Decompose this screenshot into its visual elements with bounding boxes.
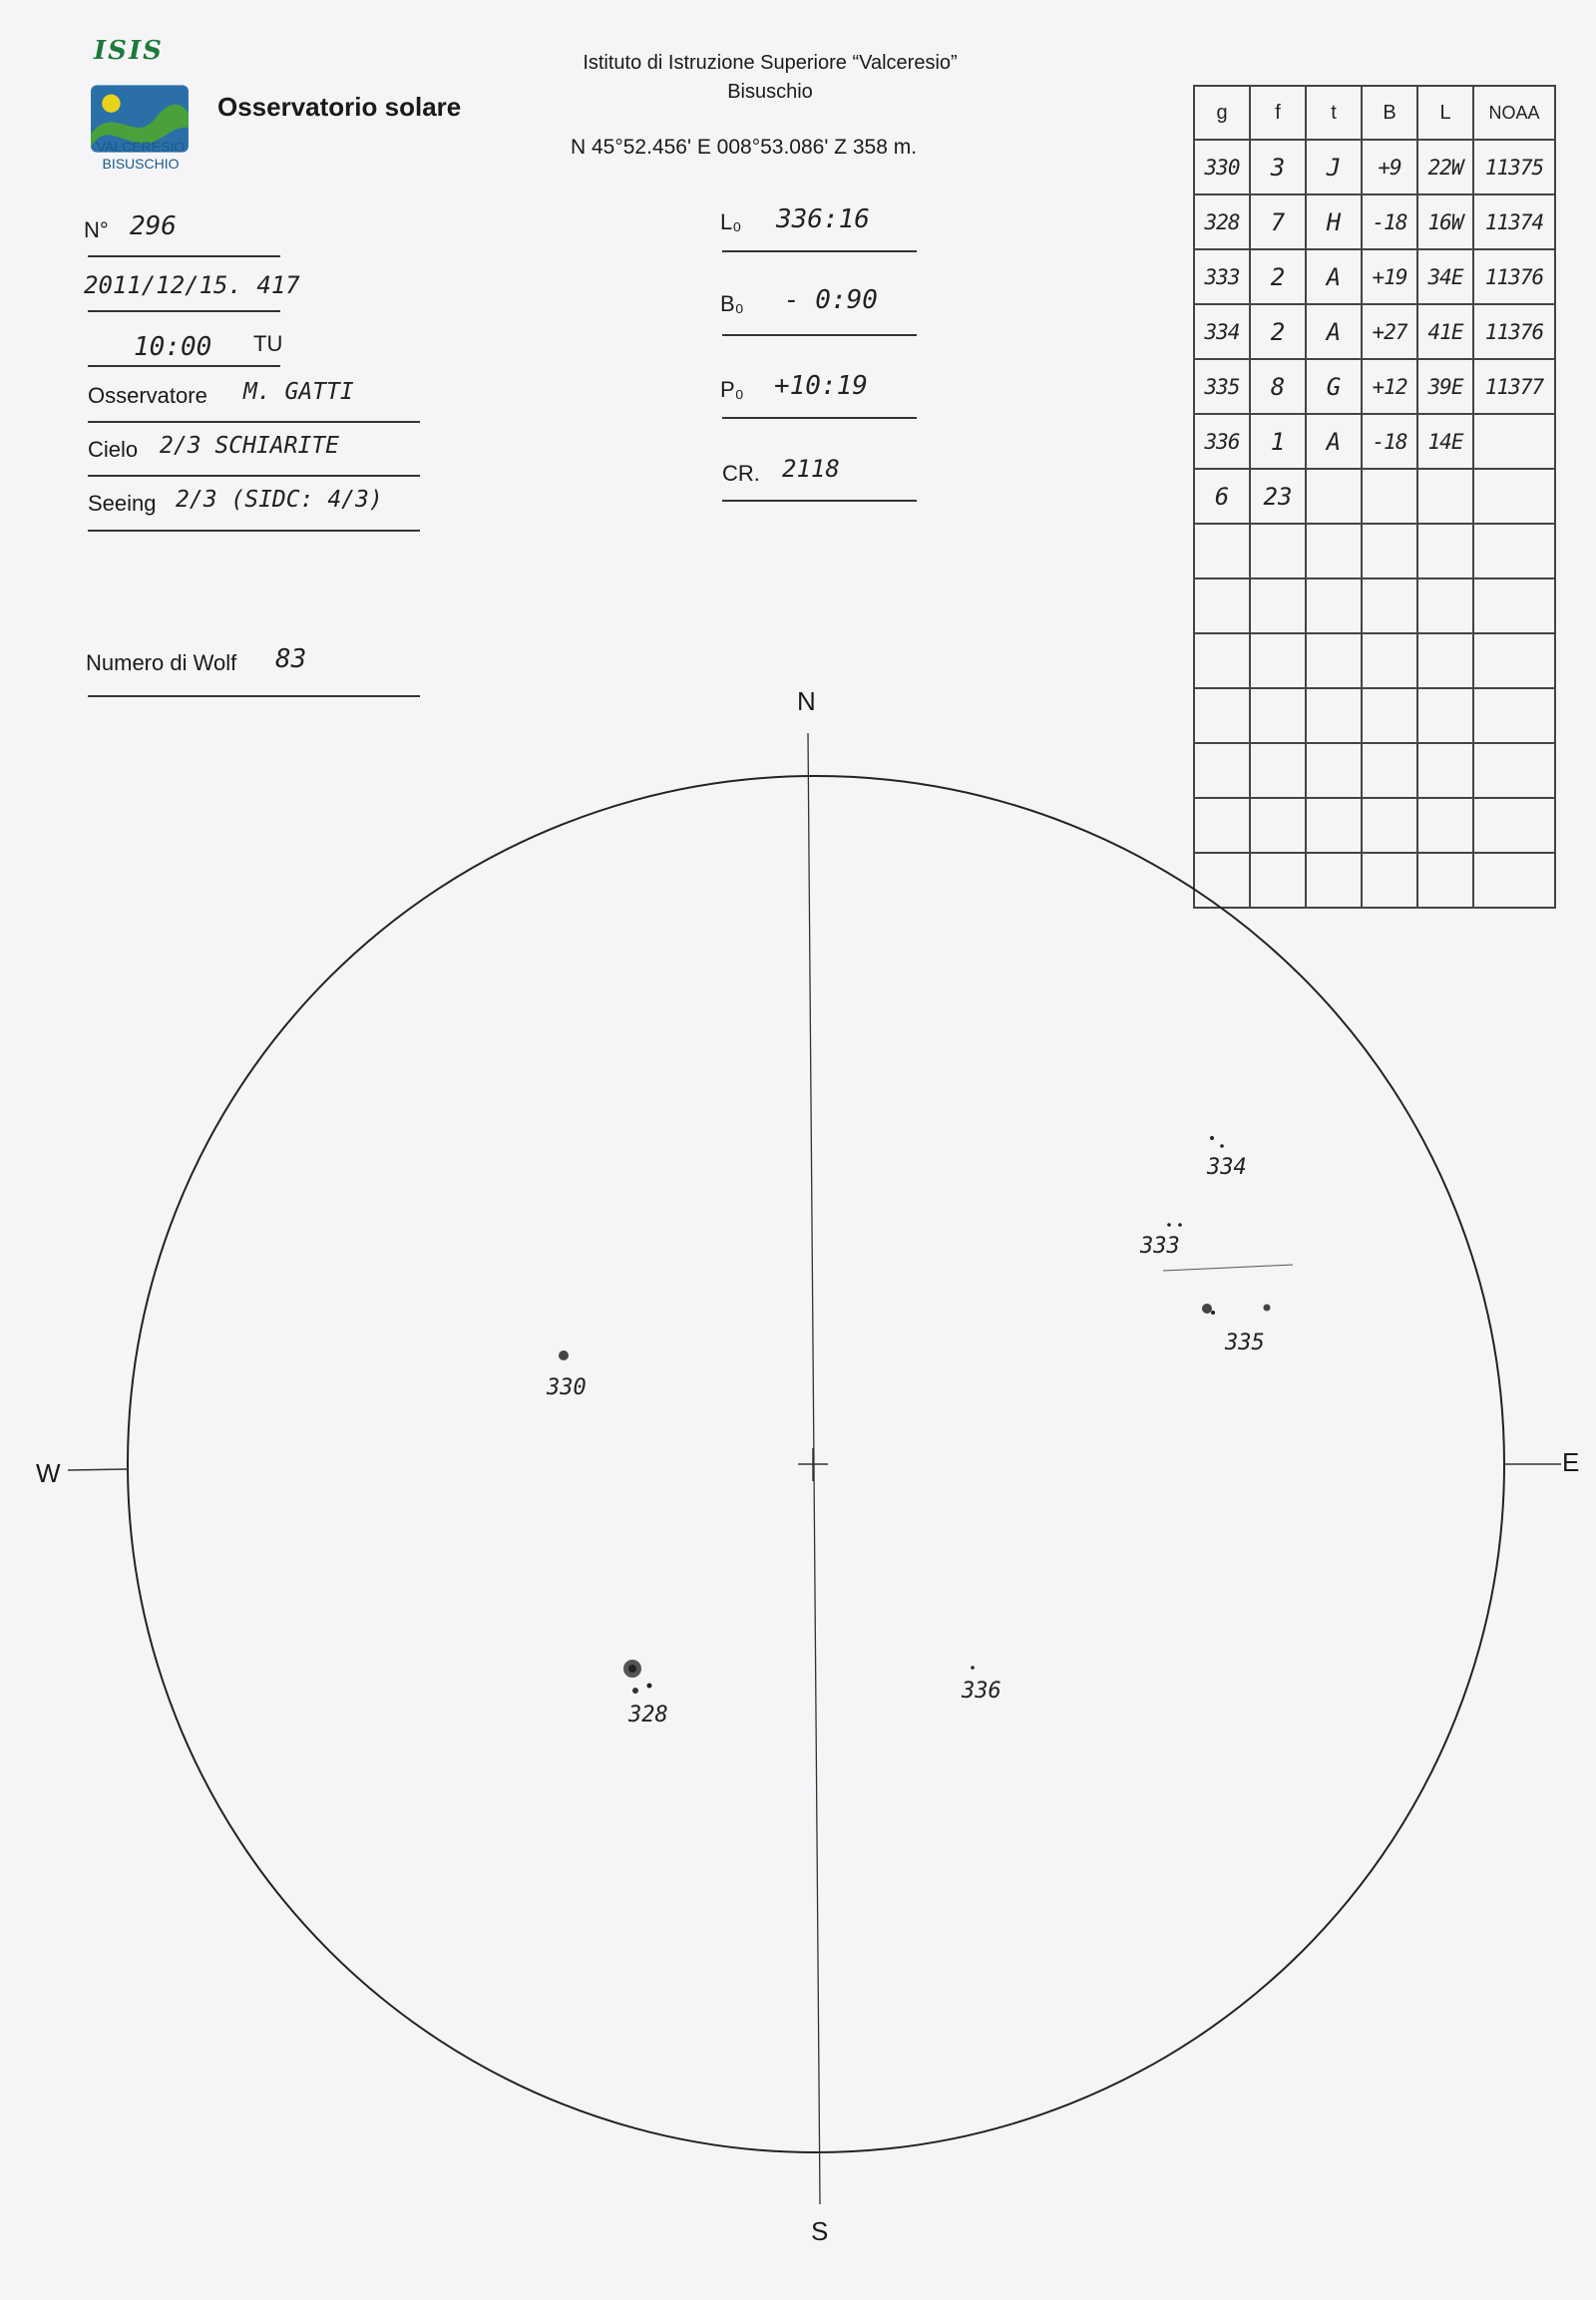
cell-noaa: 11376 — [1473, 249, 1555, 304]
group-label-335: 335 — [1225, 1331, 1265, 1355]
b0-label: B₀ — [720, 291, 744, 316]
cell-total-spots: 23 — [1250, 469, 1306, 524]
group-label-333: 333 — [1140, 1234, 1180, 1259]
group-label-328: 328 — [628, 1703, 668, 1727]
cell-f: 2 — [1250, 304, 1306, 359]
cell-noaa: 11376 — [1473, 304, 1555, 359]
cell-l: 41E — [1417, 304, 1473, 359]
cell-l: 22W — [1417, 140, 1473, 194]
seeing-label: Seeing — [88, 491, 157, 516]
cr-label: CR. — [722, 461, 760, 486]
west-tick — [68, 1469, 128, 1470]
south-label: S — [811, 2216, 829, 2246]
observer-value: M. GATTI — [243, 379, 354, 405]
col-header-g: g — [1194, 86, 1250, 140]
logo-subtitle-1: VALCERESIO — [96, 139, 186, 155]
cell-f: 7 — [1250, 194, 1306, 249]
cell-g: 336 — [1194, 414, 1250, 469]
spot — [632, 1688, 638, 1694]
cell-total-groups: 6 — [1194, 469, 1250, 524]
spot — [1202, 1304, 1212, 1314]
cell-b: +12 — [1362, 359, 1417, 414]
time-value: 10:00 — [134, 332, 212, 362]
time-unit: TU — [253, 331, 283, 356]
cell-g: 335 — [1194, 359, 1250, 414]
number-label: N° — [84, 217, 109, 242]
p0-value: +10:19 — [774, 371, 868, 401]
cell-t: J — [1306, 140, 1362, 194]
north-label: N — [797, 686, 816, 716]
sky-value: 2/3 SCHIARITE — [160, 433, 340, 459]
observer-label: Osservatore — [88, 383, 207, 408]
cell-f: 2 — [1250, 249, 1306, 304]
cell-g: 334 — [1194, 304, 1250, 359]
cell-noaa: 11377 — [1473, 359, 1555, 414]
cell-t: A — [1306, 414, 1362, 469]
spot — [1211, 1311, 1215, 1315]
seeing-value: 2/3 (SIDC: 4/3) — [176, 487, 383, 513]
cell-l: 14E — [1417, 414, 1473, 469]
cell-b: +9 — [1362, 140, 1417, 194]
group-label-336: 336 — [962, 1679, 1001, 1704]
spot — [1210, 1136, 1214, 1140]
cell-l: 16W — [1417, 194, 1473, 249]
spot — [559, 1350, 569, 1360]
spot — [1178, 1223, 1182, 1227]
number-value: 296 — [130, 211, 177, 241]
cell-b: -18 — [1362, 194, 1417, 249]
l0-value: 336:16 — [776, 204, 870, 234]
group-label-334: 334 — [1207, 1155, 1247, 1180]
institute-town: Bisuschio — [727, 81, 813, 103]
col-header-f: f — [1250, 86, 1306, 140]
wolf-value: 83 — [275, 644, 307, 674]
spot — [1167, 1223, 1171, 1227]
logo-brand: ISIS — [94, 36, 164, 66]
cell-noaa: 11374 — [1473, 194, 1555, 249]
cr-value: 2118 — [782, 455, 840, 483]
cell-g: 330 — [1194, 140, 1250, 194]
cell-noaa: 11375 — [1473, 140, 1555, 194]
cell-g: 333 — [1194, 249, 1250, 304]
cell-t: H — [1306, 194, 1362, 249]
cell-b: -18 — [1362, 414, 1417, 469]
north-south-axis — [808, 733, 820, 2204]
wolf-label: Numero di Wolf — [86, 650, 237, 675]
spot — [1220, 1144, 1224, 1148]
col-header-t: t — [1306, 86, 1362, 140]
sky-label: Cielo — [88, 437, 139, 462]
col-header-b: B — [1362, 86, 1417, 140]
cell-f: 3 — [1250, 140, 1306, 194]
group-label-330: 330 — [547, 1375, 587, 1400]
group-333-divider — [1163, 1265, 1293, 1271]
p0-label: P₀ — [720, 377, 744, 402]
observatory-title: Osservatorio solare — [217, 92, 462, 122]
cell-b: +27 — [1362, 304, 1417, 359]
cell-f: 8 — [1250, 359, 1306, 414]
spot — [628, 1665, 636, 1673]
date-value: 2011/12/15. 417 — [84, 271, 300, 299]
cell-l: 39E — [1417, 359, 1473, 414]
site-coordinates: N 45°52.456' E 008°53.086' Z 358 m. — [571, 136, 918, 159]
logo-subtitle-2: BISUSCHIO — [102, 156, 180, 172]
cell-l: 34E — [1417, 249, 1473, 304]
cell-t: G — [1306, 359, 1362, 414]
cell-t: A — [1306, 249, 1362, 304]
b0-value: - 0:90 — [784, 285, 878, 315]
spot — [647, 1684, 652, 1689]
institute-name: Istituto di Istruzione Superiore “Valceresio” — [583, 52, 958, 74]
spot — [1264, 1305, 1271, 1312]
cell-f: 1 — [1250, 414, 1306, 469]
cell-b: +19 — [1362, 249, 1417, 304]
spot — [971, 1666, 975, 1670]
col-header-noaa: NOAA — [1473, 86, 1555, 140]
cell-g: 328 — [1194, 194, 1250, 249]
l0-label: L₀ — [720, 209, 742, 234]
west-label: W — [36, 1458, 61, 1488]
col-header-l: L — [1417, 86, 1473, 140]
cell-t: A — [1306, 304, 1362, 359]
east-label: E — [1562, 1447, 1580, 1477]
